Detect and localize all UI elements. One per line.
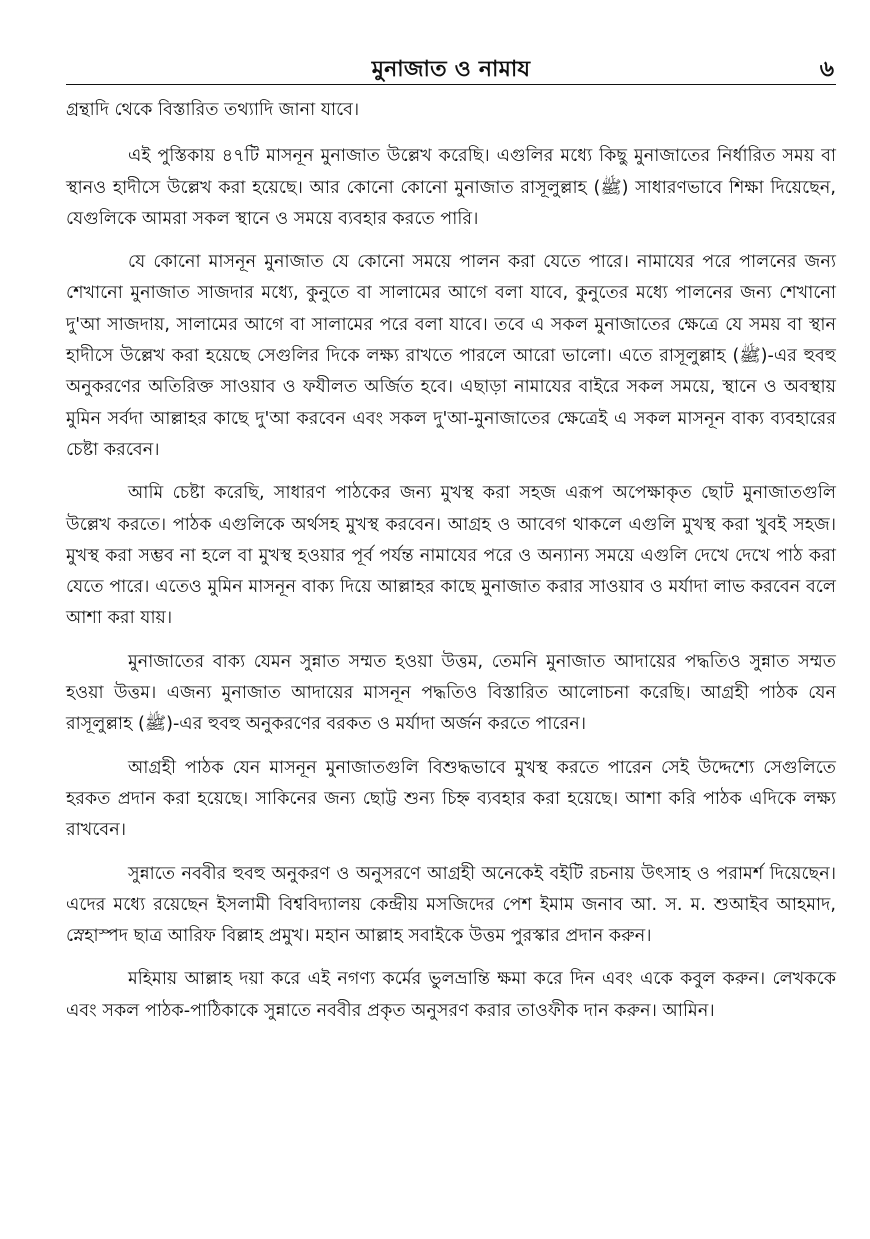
page-header <box>66 48 836 84</box>
paragraph: সুন্নাতে নববীর হুবহু অনুকরণ ও অনুসরণে আগ্রহী অনেকেই বইটি রচনায় উৎসাহ ও পরামর্শ দিয়েছেন। এদের মধ্যে রয়েছেন ইসলামী বিশ্ববিদ্যালয় কেন্দ্রীয় মসজিদের পেশ ইমাম জনাব আ. স. ম. শুআইব আহমাদ, স্নেহাস্পদ ছাত্র আরিফ বিল্লাহ প্রমুখ। মহান আল্লাহ সবাইকে উত্তম পুরস্কার প্রদান করুন। <box>66 863 836 947</box>
page-number: ৬ <box>819 57 834 82</box>
paragraph-continuation: গ্রন্থাদি থেকে বিস্তারিত তথ্যাদি জানা যাবে। <box>66 100 360 120</box>
paragraph: আগ্রহী পাঠক যেন মাসনূন মুনাজাতগুলি বিশুদ্ধভাবে মুখস্থ করতে পারেন সেই উদ্দেশ্যে সেগুলিতে হরকত প্রদান করা হয়েছে। সাকিনের জন্য ছোট্ট শুন্য চিহ্ন ব্যবহার করা হয়েছে। আশা করি পাঠক এদিকে লক্ষ্য রাখবেন। <box>66 757 836 841</box>
paragraph: মহিমায় আল্লাহ দয়া করে এই নগণ্য কর্মের ভুলভ্রান্তি ক্ষমা করে দিন এবং একে কবুল করুন। লেখককে এবং সকল পাঠক-পাঠিকাকে সুন্নাতে নববীর প্রকৃত অনুসরণ করার তাওফীক দান করুন। আমিন। <box>66 969 836 1021</box>
running-title: মুনাজাত ও নামায <box>371 57 531 82</box>
document-page <box>66 48 836 1233</box>
paragraph: যে কোনো মাসনূন মুনাজাত যে কোনো সময়ে পালন করা যেতে পারে। নামাযের পরে পালনের জন্য শেখানো মুনাজাত সাজদার মধ্যে, কুনুতে বা সালামের আগে বলা যাবে, কুনুতের মধ্যে পালনের জন্য শেখানো দু'আ সাজদায়, সালামের আগে বা সালামের পরে বলা যাবে। তবে এ সকল মুনাজাতের ক্ষেত্রে যে সময় বা স্থান হাদীসে উল্লেখ করা হয়েছে সেগুলির দিকে লক্ষ্য রাখতে পারলে আরো ভালো। এতে রাসূলুল্লাহ (ﷺ)-এর হুবহু অনুকরণের অতিরিক্ত সাওয়াব ও ফযীলত অর্জিত হবে। এছাড়া নামাযের বাইরে সকল সময়ে, স্থানে ও অবস্থায় মুমিন সর্বদা আল্লাহর কাছে দু'আ করবেন এবং সকল দু'আ-মুনাজাতের ক্ষেত্রেই এ সকল মাসনূন বাক্য ব্যবহারের চেষ্টা করবেন। <box>66 252 836 460</box>
paragraph: এই পুস্তিকায় ৪৭টি মাসনূন মুনাজাত উল্লেখ করেছি। এগুলির মধ্যে কিছু মুনাজাতের নির্ধারিত সময় বা স্থানও হাদীসে উল্লেখ করা হয়েছে। আর কোনো কোনো মুনাজাত রাসূলুল্লাহ (ﷺ) সাধারণভাবে শিক্ষা দিয়েছেন, যেগুলিকে আমরা সকল স্থানে ও সময়ে ব্যবহার করতে পারি। <box>66 146 836 229</box>
paragraph: আমি চেষ্টা করেছি, সাধারণ পাঠকের জন্য মুখস্থ করা সহজ এরূপ অপেক্ষাকৃত ছোট মুনাজাতগুলি উল্লেখ করতে। পাঠক এগুলিকে অর্থসহ মুখস্থ করবেন। আগ্রহ ও আবেগ থাকলে এগুলি মুখস্থ করা খুবই সহজ। মুখস্থ করা সম্ভব না হলে বা মুখস্থ হওয়ার পূর্ব পর্যন্ত নামাযের পরে ও অন্যান্য সময়ে এগুলি দেখে দেখে পাঠ করা যেতে পারে। এতেও মুমিন মাসনূন বাক্য দিয়ে আল্লাহর কাছে মুনাজাত করার সাওয়াব ও মর্যাদা লাভ করবেন বলে আশা করা যায়। <box>66 483 836 629</box>
paragraph: মুনাজাতের বাক্য যেমন সুন্নাত সম্মত হওয়া উত্তম, তেমনি মুনাজাত আদায়ের পদ্ধতিও সুন্নাত সম্মত হওয়া উত্তম। এজন্য মুনাজাত আদায়ের মাসনূন পদ্ধতিও বিস্তারিত আলোচনা করেছি। আগ্রহী পাঠক যেন রাসূলুল্লাহ (ﷺ)-এর হুবহু অনুকরণের বরকত ও মর্যাদা অর্জন করতে পারেন। <box>66 651 836 735</box>
